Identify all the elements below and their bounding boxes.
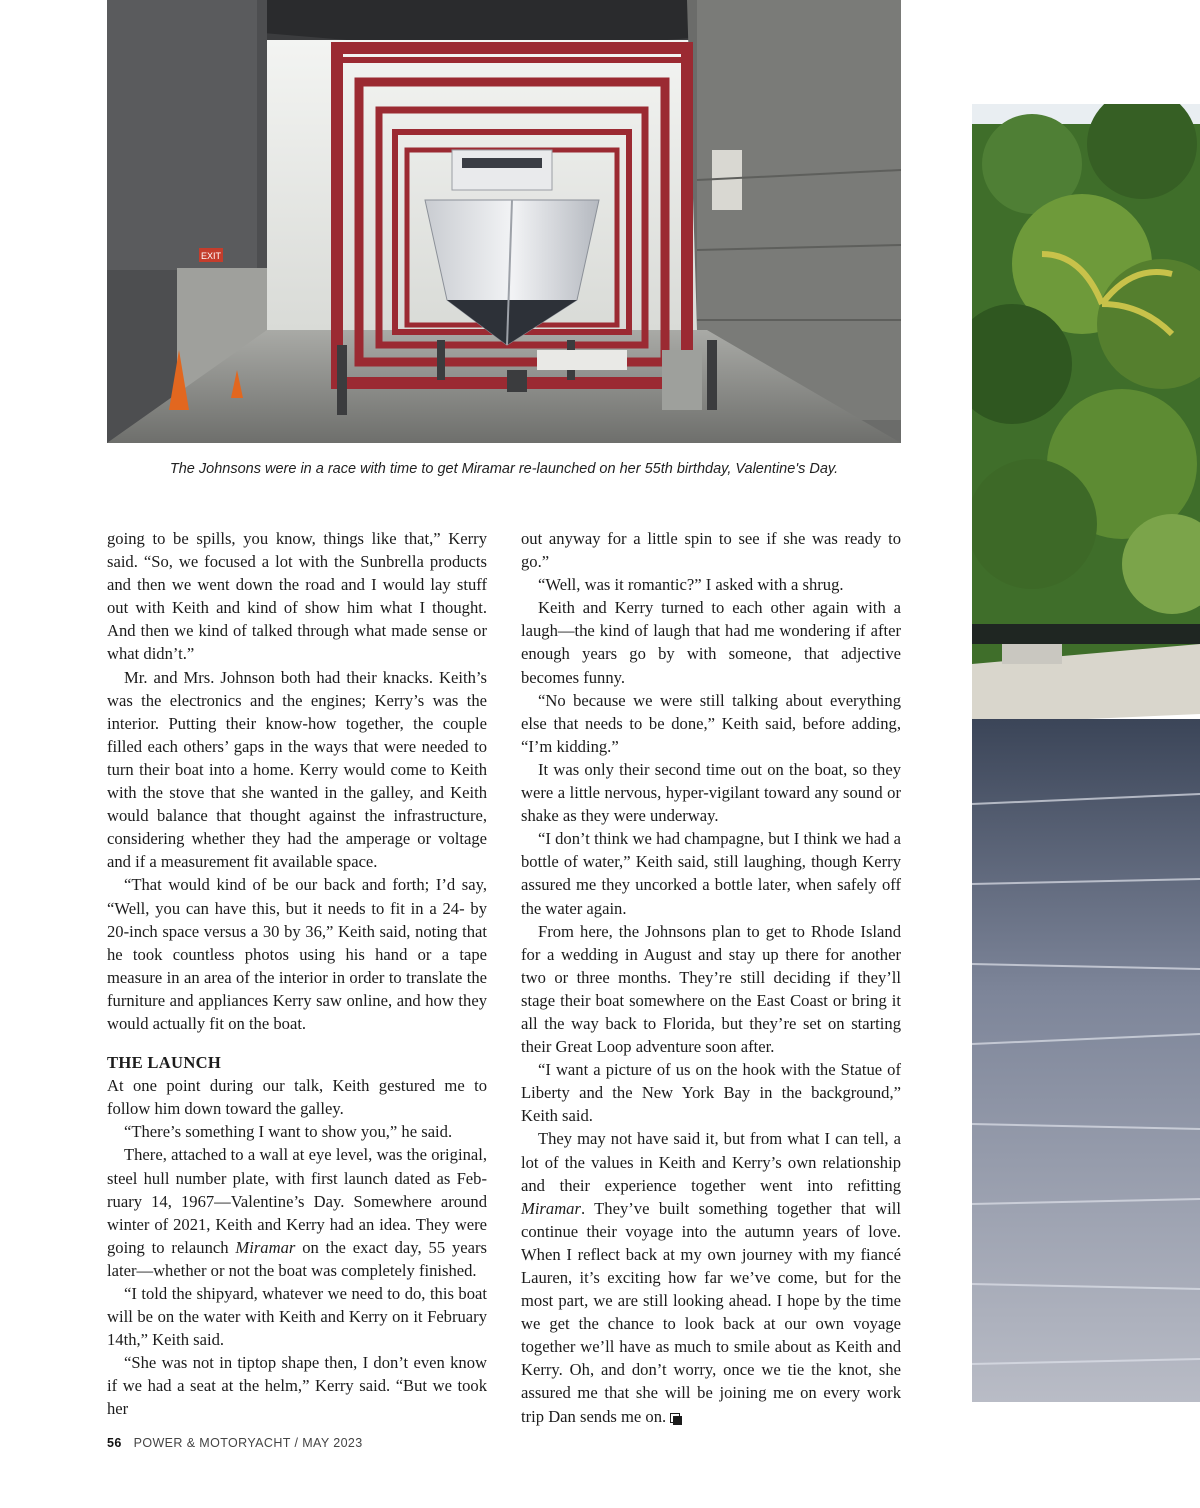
paragraph: At one point during our talk, Keith gestured me to follow him down toward the galley.: [107, 1076, 487, 1119]
boat-shed-illustration: [107, 0, 901, 443]
section-heading: THE LAUNCH: [107, 1053, 222, 1073]
paragraph: “Well, was it romantic?” I asked with a shrug.: [538, 575, 844, 595]
paragraph: “I want a picture of us on the hook with the Statue of Liberty and the New York Bay in the background,” Keith said.: [521, 1060, 901, 1126]
paragraph: There, attached to a wall at eye level, was the original, steel hull number plate, with first launch dated as February 14, 1967—Valentine’s Day. Somewhere around winter of 2021, Keith and Kerry had an idea. They were going to relaunch Miramar on the exact day, 55 years later—whether or not the boat was completely finished.: [107, 1145, 487, 1280]
waterfront-photo: [972, 104, 1200, 1402]
issue-date: MAY 2023: [302, 1436, 363, 1450]
waterfront-illustration: [972, 104, 1200, 1402]
publication-name: POWER & MOTORYACHT: [133, 1436, 291, 1450]
paragraph: out anyway for a little spin to see if she was ready to go.”: [521, 529, 901, 572]
article-column-left: [107, 527, 487, 1421]
paragraph: Mr. and Mrs. Johnson both had their knacks. Keith’s was the electronics and the engines; Kerry’s was the interior. Putting their know-how together, the couple filled each others’ gaps in the ways that were needed to turn their boat into a home. Kerry would come to Keith with the stove that she wanted in the galley, and Keith would balance that thought against the infrastructure, considering whether they had the amperage or voltage and if a measurement fit available space.: [107, 667, 487, 872]
page-footer: [107, 1436, 363, 1450]
paragraph: “There’s something I want to show you,” he said.: [124, 1122, 453, 1142]
paragraph: “No because we were still talking about everything else that needs to be done,” Keith said, before adding, “I’m kidding.”: [521, 690, 901, 756]
page-number: 56: [107, 1436, 122, 1450]
paragraph: From here, the Johnsons plan to get to Rhode Island for a wedding in August and stay up there for another two or three months. They’re still deciding if they’ll stage their boat somewhere on the East Coast or bring it all the way back to Florida, but they’re set on starting their Great Loop adventure soon after.: [521, 921, 901, 1057]
paragraph: “I don’t think we had champagne, but I think we had a bottle of water,” Keith said, still laughing, though Kerry assured me they uncorked a bottle later, when safely off the water again.: [521, 829, 901, 918]
boat-name: Miramar: [235, 1237, 296, 1257]
boat-name: Miramar: [521, 1198, 581, 1218]
paragraph: They may not have said it, but from what I can tell, a lot of the values in Keith and Kerry’s own relationship and their experience together went into refitting Miramar. They’ve built something together that will continue their voyage into the autumn years of love. When I reflect back at my own journey with my fiancé Lauren, it’s exciting how far we’ve come, but for the most part, we are still looking ahead. I hope by the time we get the chance to look back at our own voyage together we’ll have as much to smile about as Keith and Kerry. Oh, and don’t worry, once we tie the knot, she assured me that she will be joining me on every work trip Dan sends me on.: [521, 1129, 901, 1426]
paragraph: “That would kind of be our back and forth; I’d say, “Well, you can have this, but it needs to fit in a 24- by 20-inch space versus a 30 by 36,” Keith said, noting that he took countless photos using his hand or a tape measure in an area of the interior in order to translate the furniture and appliances Kerry saw online, and how they would actually fit on the boat.: [107, 875, 487, 1033]
exit-sign-text: EXIT: [200, 251, 222, 261]
paragraph: It was only their second time out on the boat, so they were a little nervous, hyper-vigilant toward any sound or shake as they were underway.: [521, 759, 901, 826]
paragraph: going to be spills, you know, things like that,” Kerry said. “So, we focused a lot with the Sunbrella products and then we went down the road and I would lay stuff out with Keith and kind of show him what I thought. And then we kind of talked through what made sense or what didn’t.”: [107, 529, 487, 664]
photo-caption: The Johnsons were in a race with time to get Miramar re-launched on her 55th birthday, Valentine's Day.: [169, 461, 839, 477]
article-column-right: [521, 527, 901, 1428]
paragraph: Keith and Kerry turned to each other again with a laugh—the kind of laugh that had me wondering if after enough years go by with someone, that adjective becomes funny.: [521, 598, 901, 687]
paragraph: “She was not in tiptop shape then, I don’t even know if we had a seat at the helm,” Kerry said. “But we took her: [107, 1353, 487, 1419]
paragraph: “I told the shipyard, whatever we need to do, this boat will be on the water with Keith and Kerry on it February 14th,” Keith said.: [107, 1284, 487, 1350]
end-of-article-icon: [670, 1413, 680, 1423]
footer-separator: /: [294, 1436, 299, 1450]
boat-shed-photo: [107, 0, 901, 443]
